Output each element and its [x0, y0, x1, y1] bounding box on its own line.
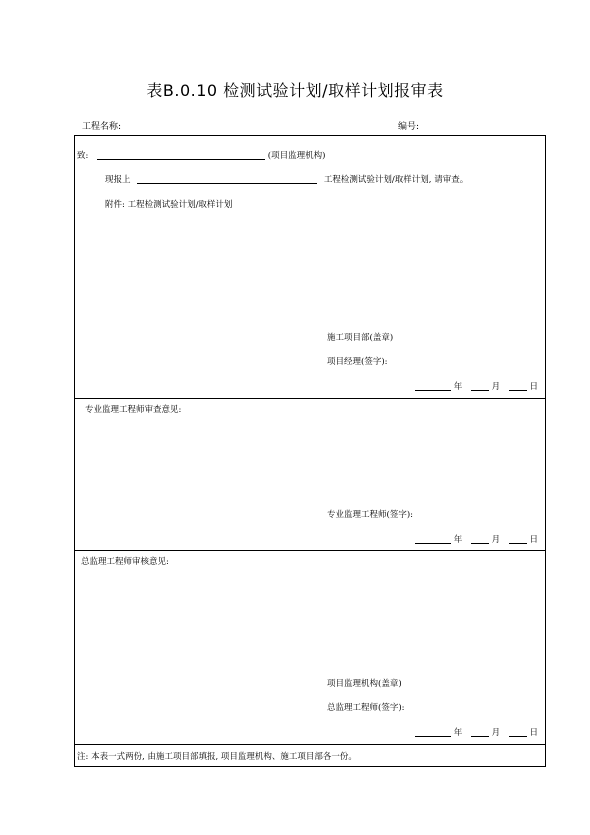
month-field[interactable]: [471, 381, 489, 391]
day-field[interactable]: [509, 534, 527, 544]
month-label: 月: [491, 535, 501, 545]
to-line: [77, 149, 325, 161]
year-label: 年: [453, 728, 463, 738]
footer-note: 注: 本表一式两份, 由施工项目部填报, 项目监理机构、施工项目部各一份。: [77, 752, 357, 762]
year-field[interactable]: [415, 727, 451, 737]
day-label: 日: [529, 728, 539, 738]
year-label: 年: [453, 382, 463, 392]
form-table: [74, 135, 546, 767]
report-suffix: 工程检测试验计划/取样计划, 请审查。: [323, 175, 469, 185]
month-field[interactable]: [471, 534, 489, 544]
date-row-1: [415, 380, 538, 392]
project-manager-signature: 项目经理(签字):: [327, 357, 388, 367]
specialist-review-heading: 专业监理工程师审查意见:: [85, 405, 182, 415]
date-row-3: [415, 726, 538, 738]
serial-number-label: 编号:: [398, 122, 420, 132]
section-divider: [75, 550, 545, 551]
project-field[interactable]: [137, 174, 317, 184]
project-name-label: 工程名称:: [82, 122, 122, 132]
page-title: 表B.0.10 检测试验计划/取样计划报审表: [146, 81, 444, 100]
section-divider: [75, 398, 545, 399]
recipient-field[interactable]: [97, 150, 265, 160]
year-field[interactable]: [415, 534, 451, 544]
date-row-2: [415, 533, 538, 545]
day-label: 日: [529, 382, 539, 392]
day-label: 日: [529, 535, 539, 545]
month-label: 月: [491, 382, 501, 392]
chief-review-heading: 总监理工程师审核意见:: [81, 557, 169, 567]
year-field[interactable]: [415, 381, 451, 391]
org-suffix: (项目监理机构): [267, 151, 326, 161]
supervision-org-seal: 项目监理机构(盖章): [327, 679, 402, 689]
year-label: 年: [453, 535, 463, 545]
attachment-line: 附件: 工程检测试验计划/取样计划: [105, 200, 233, 210]
section-divider: [75, 744, 545, 745]
to-label: 致:: [77, 151, 89, 161]
specialist-engineer-signature: 专业监理工程师(签字):: [327, 510, 413, 520]
month-field[interactable]: [471, 727, 489, 737]
report-prefix: 现报上: [105, 175, 131, 185]
construction-dept-seal: 施工项目部(盖章): [327, 333, 394, 343]
day-field[interactable]: [509, 727, 527, 737]
day-field[interactable]: [509, 381, 527, 391]
month-label: 月: [491, 728, 501, 738]
report-line: [105, 173, 468, 185]
chief-engineer-signature: 总监理工程师(签字):: [327, 703, 405, 713]
